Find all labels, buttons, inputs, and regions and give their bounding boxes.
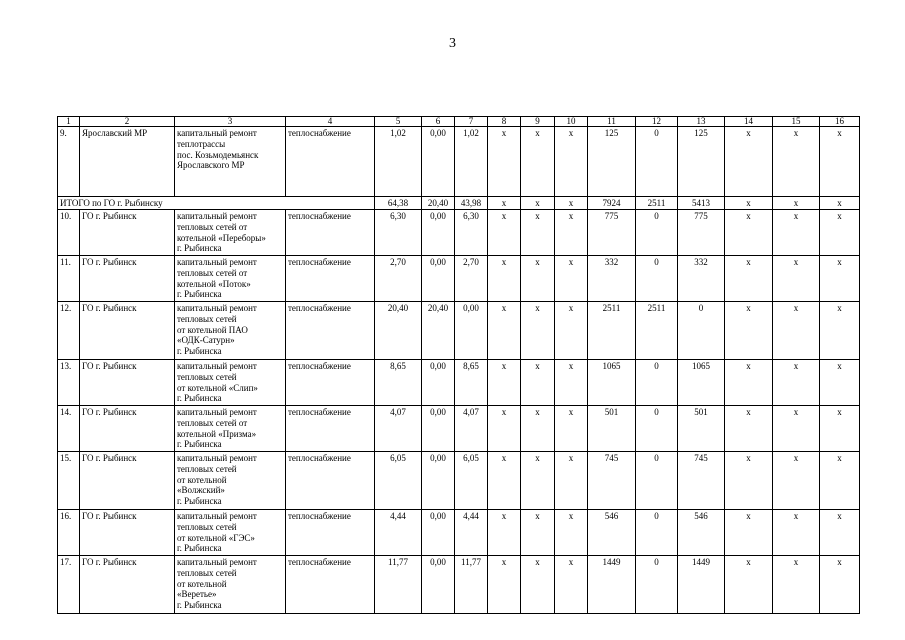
cell-empty — [286, 197, 375, 210]
cell-c7: 6,30 — [455, 210, 488, 256]
cell-c13: 745 — [678, 452, 725, 510]
cell-c6: 0,00 — [422, 256, 455, 302]
column-number: 8 — [488, 117, 521, 127]
cell-c9: х — [521, 510, 555, 556]
column-number: 15 — [773, 117, 820, 127]
column-number: 10 — [555, 117, 588, 127]
cell-c11: 546 — [588, 510, 636, 556]
column-number: 7 — [455, 117, 488, 127]
cell-c15: х — [773, 406, 820, 452]
cell-c11: 2511 — [588, 302, 636, 360]
cell-c15: х — [773, 452, 820, 510]
table-row — [58, 127, 860, 197]
cell-c16: х — [820, 210, 860, 256]
cell-obj: капитальный ремонт тепловых сетей от котельной «ГЭС» г. Рыбинска — [175, 510, 286, 556]
cell-mun: ГО г. Рыбинск — [80, 210, 175, 256]
cell-c9: х — [521, 256, 555, 302]
column-number: 2 — [80, 117, 175, 127]
cell-c16: х — [820, 127, 860, 197]
cell-c7: 11,77 — [455, 556, 488, 614]
cell-kind: теплоснабжение — [286, 510, 375, 556]
heat-supply-table — [57, 116, 860, 614]
cell-c8: х — [488, 360, 521, 406]
cell-c12: 0 — [636, 510, 678, 556]
cell-c5: 4,44 — [375, 510, 422, 556]
cell-c10: х — [555, 556, 588, 614]
column-number: 4 — [286, 117, 375, 127]
cell-obj: капитальный ремонт тепловых сетей от котельной «Призма» г. Рыбинска — [175, 406, 286, 452]
cell-c10: х — [555, 127, 588, 197]
cell-c15: х — [773, 302, 820, 360]
column-number: 1 — [58, 117, 80, 127]
cell-obj: капитальный ремонт тепловых сетей от котельной «Волжский» г. Рыбинска — [175, 452, 286, 510]
cell-c14: х — [725, 256, 773, 302]
cell-obj: капитальный ремонт теплотрассы пос. Козьмодемьянск Ярославского МР — [175, 127, 286, 197]
cell-c13: 332 — [678, 256, 725, 302]
cell-c13: 775 — [678, 210, 725, 256]
cell-no: 13. — [58, 360, 80, 406]
cell-c9: х — [521, 360, 555, 406]
column-number: 12 — [636, 117, 678, 127]
cell-c6: 0,00 — [422, 452, 455, 510]
cell-c16: х — [820, 406, 860, 452]
cell-c7: 1,02 — [455, 127, 488, 197]
cell-mun: Ярославский МР — [80, 127, 175, 197]
cell-c7: 4,44 — [455, 510, 488, 556]
cell-mun: ГО г. Рыбинск — [80, 452, 175, 510]
cell-kind: теплоснабжение — [286, 302, 375, 360]
column-number: 13 — [678, 117, 725, 127]
cell-c16: х — [820, 556, 860, 614]
cell-c15: х — [773, 256, 820, 302]
cell-c13: 0 — [678, 302, 725, 360]
cell-c6: 0,00 — [422, 510, 455, 556]
cell-c11: 332 — [588, 256, 636, 302]
cell-no: 15. — [58, 452, 80, 510]
table-row — [58, 360, 860, 406]
table-row — [58, 406, 860, 452]
cell-c5: 1,02 — [375, 127, 422, 197]
cell-c7: 8,65 — [455, 360, 488, 406]
cell-c8: х — [488, 510, 521, 556]
cell-c16: х — [820, 197, 860, 210]
cell-c12: 0 — [636, 210, 678, 256]
cell-c9: х — [521, 302, 555, 360]
cell-obj: капитальный ремонт тепловых сетей от котельной «Слип» г. Рыбинска — [175, 360, 286, 406]
cell-c9: х — [521, 406, 555, 452]
column-number-row — [58, 117, 860, 127]
cell-obj: капитальный ремонт тепловых сетей от котельной «Поток» г. Рыбинска — [175, 256, 286, 302]
cell-c7: 4,07 — [455, 406, 488, 452]
cell-c13: 5413 — [678, 197, 725, 210]
column-number: 11 — [588, 117, 636, 127]
cell-c10: х — [555, 256, 588, 302]
cell-c11: 1449 — [588, 556, 636, 614]
cell-c14: х — [725, 452, 773, 510]
cell-c6: 0,00 — [422, 210, 455, 256]
cell-kind: теплоснабжение — [286, 556, 375, 614]
cell-c12: 0 — [636, 360, 678, 406]
cell-no: 16. — [58, 510, 80, 556]
cell-c9: х — [521, 452, 555, 510]
cell-c16: х — [820, 510, 860, 556]
cell-mun: ГО г. Рыбинск — [80, 302, 175, 360]
cell-c11: 775 — [588, 210, 636, 256]
cell-c8: х — [488, 302, 521, 360]
cell-no: 12. — [58, 302, 80, 360]
cell-itogo: ИТОГО по ГО г. Рыбинску — [58, 197, 286, 210]
cell-c7: 2,70 — [455, 256, 488, 302]
cell-c15: х — [773, 510, 820, 556]
cell-c14: х — [725, 510, 773, 556]
cell-c12: 0 — [636, 256, 678, 302]
cell-obj: капитальный ремонт тепловых сетей от котельной ПАО «ОДК-Сатурн» г. Рыбинска — [175, 302, 286, 360]
cell-c6: 20,40 — [422, 197, 455, 210]
cell-c8: х — [488, 452, 521, 510]
cell-mun: ГО г. Рыбинск — [80, 406, 175, 452]
cell-no: 10. — [58, 210, 80, 256]
column-number: 14 — [725, 117, 773, 127]
cell-c10: х — [555, 406, 588, 452]
cell-c7: 6,05 — [455, 452, 488, 510]
cell-no: 11. — [58, 256, 80, 302]
column-number: 6 — [422, 117, 455, 127]
table-row — [58, 256, 860, 302]
cell-c8: х — [488, 127, 521, 197]
cell-mun: ГО г. Рыбинск — [80, 360, 175, 406]
cell-c6: 20,40 — [422, 302, 455, 360]
column-number: 3 — [175, 117, 286, 127]
cell-c8: х — [488, 256, 521, 302]
cell-c13: 1449 — [678, 556, 725, 614]
cell-mun: ГО г. Рыбинск — [80, 256, 175, 302]
cell-c15: х — [773, 127, 820, 197]
cell-c14: х — [725, 302, 773, 360]
cell-c10: х — [555, 360, 588, 406]
cell-c5: 8,65 — [375, 360, 422, 406]
cell-kind: теплоснабжение — [286, 256, 375, 302]
table-row — [58, 302, 860, 360]
cell-c7: 43,98 — [455, 197, 488, 210]
cell-c12: 2511 — [636, 197, 678, 210]
cell-mun: ГО г. Рыбинск — [80, 556, 175, 614]
cell-c10: х — [555, 210, 588, 256]
cell-obj: капитальный ремонт тепловых сетей от котельной «Переборы» г. Рыбинска — [175, 210, 286, 256]
cell-c12: 0 — [636, 556, 678, 614]
cell-c16: х — [820, 302, 860, 360]
page-number: 3 — [449, 36, 456, 51]
cell-c13: 501 — [678, 406, 725, 452]
cell-c5: 20,40 — [375, 302, 422, 360]
cell-c14: х — [725, 210, 773, 256]
cell-c16: х — [820, 360, 860, 406]
cell-c15: х — [773, 556, 820, 614]
cell-c9: х — [521, 197, 555, 210]
cell-c5: 11,77 — [375, 556, 422, 614]
cell-kind: теплоснабжение — [286, 452, 375, 510]
cell-c10: х — [555, 510, 588, 556]
cell-c6: 0,00 — [422, 360, 455, 406]
cell-c9: х — [521, 127, 555, 197]
cell-kind: теплоснабжение — [286, 406, 375, 452]
cell-c14: х — [725, 406, 773, 452]
cell-c10: х — [555, 302, 588, 360]
cell-c15: х — [773, 210, 820, 256]
table-row — [58, 556, 860, 614]
cell-c8: х — [488, 406, 521, 452]
cell-c14: х — [725, 556, 773, 614]
cell-c10: х — [555, 197, 588, 210]
total-row — [58, 197, 860, 210]
cell-c6: 0,00 — [422, 406, 455, 452]
cell-c11: 501 — [588, 406, 636, 452]
cell-c13: 546 — [678, 510, 725, 556]
cell-c14: х — [725, 127, 773, 197]
cell-c11: 745 — [588, 452, 636, 510]
column-number: 16 — [820, 117, 860, 127]
table-row — [58, 510, 860, 556]
column-number: 9 — [521, 117, 555, 127]
cell-kind: теплоснабжение — [286, 360, 375, 406]
cell-c16: х — [820, 452, 860, 510]
cell-c8: х — [488, 210, 521, 256]
cell-c12: 0 — [636, 452, 678, 510]
cell-c13: 1065 — [678, 360, 725, 406]
cell-c9: х — [521, 556, 555, 614]
cell-c8: х — [488, 556, 521, 614]
cell-c6: 0,00 — [422, 556, 455, 614]
cell-c12: 0 — [636, 127, 678, 197]
cell-c11: 125 — [588, 127, 636, 197]
cell-c16: х — [820, 256, 860, 302]
cell-kind: теплоснабжение — [286, 127, 375, 197]
cell-c10: х — [555, 452, 588, 510]
cell-c5: 6,30 — [375, 210, 422, 256]
cell-c5: 2,70 — [375, 256, 422, 302]
cell-c12: 0 — [636, 406, 678, 452]
cell-c13: 125 — [678, 127, 725, 197]
cell-no: 14. — [58, 406, 80, 452]
cell-no: 9. — [58, 127, 80, 197]
cell-no: 17. — [58, 556, 80, 614]
cell-kind: теплоснабжение — [286, 210, 375, 256]
column-number: 5 — [375, 117, 422, 127]
table-row — [58, 210, 860, 256]
cell-mun: ГО г. Рыбинск — [80, 510, 175, 556]
cell-c7: 0,00 — [455, 302, 488, 360]
cell-c15: х — [773, 197, 820, 210]
cell-c6: 0,00 — [422, 127, 455, 197]
cell-c9: х — [521, 210, 555, 256]
table-row — [58, 452, 860, 510]
cell-c11: 7924 — [588, 197, 636, 210]
cell-obj: капитальный ремонт тепловых сетей от котельной «Веретье» г. Рыбинска — [175, 556, 286, 614]
cell-c15: х — [773, 360, 820, 406]
cell-c14: х — [725, 197, 773, 210]
cell-c14: х — [725, 360, 773, 406]
cell-c5: 6,05 — [375, 452, 422, 510]
cell-c5: 64,38 — [375, 197, 422, 210]
cell-c5: 4,07 — [375, 406, 422, 452]
cell-c11: 1065 — [588, 360, 636, 406]
cell-c8: х — [488, 197, 521, 210]
cell-c12: 2511 — [636, 302, 678, 360]
